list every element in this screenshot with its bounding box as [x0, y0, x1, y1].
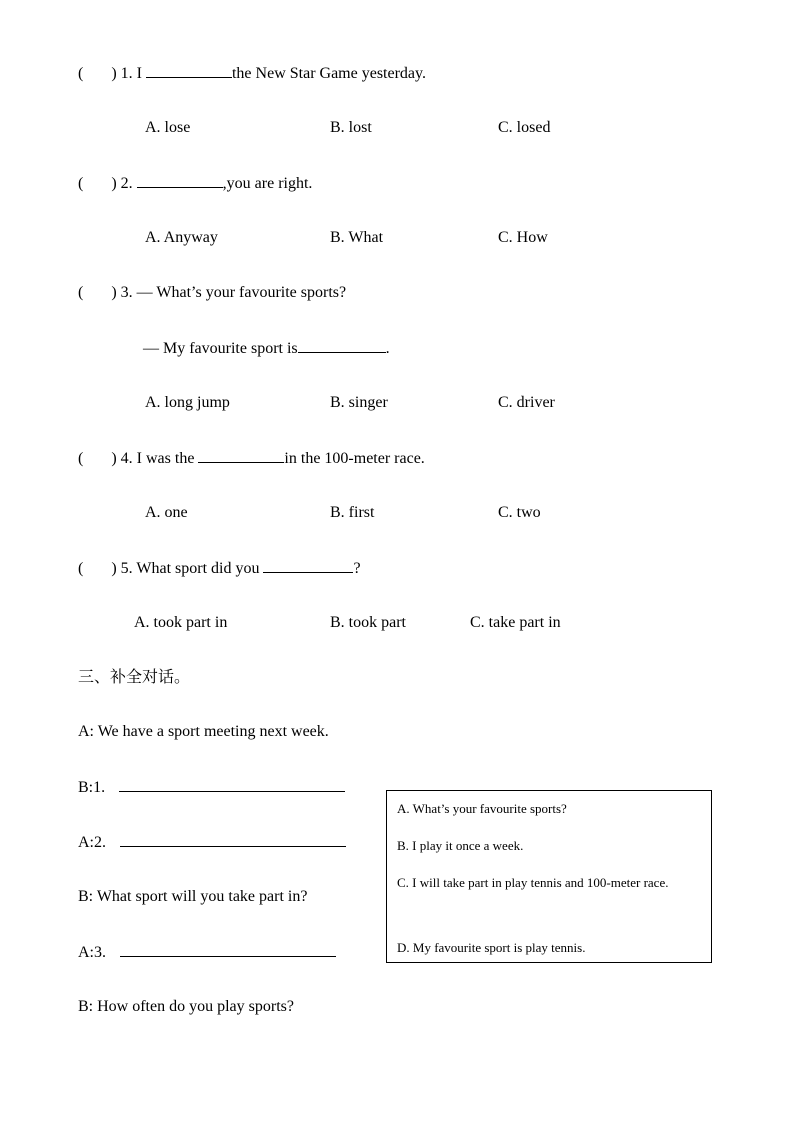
- question-3: [78, 283, 346, 303]
- option-a[interactable]: A. long jump: [145, 394, 230, 411]
- question-2: [78, 173, 312, 194]
- dialog-answer-blank[interactable]: [120, 942, 336, 957]
- question-text-pre: I: [136, 65, 142, 82]
- fill-blank[interactable]: [263, 558, 353, 573]
- option-b[interactable]: B. took part: [330, 614, 406, 631]
- question-number: 1.: [120, 65, 133, 82]
- option-b[interactable]: B. lost: [330, 119, 372, 136]
- option-a[interactable]: A. Anyway: [145, 229, 218, 246]
- question-text-pre: I was the: [136, 450, 195, 467]
- dialog-line-5: [78, 942, 336, 963]
- option-a[interactable]: A. lose: [145, 119, 191, 136]
- question-number: 3.: [120, 284, 133, 301]
- question-text-post: ,you are right.: [222, 175, 313, 192]
- dialog-line-2: [78, 777, 345, 798]
- question-5: [78, 558, 361, 579]
- question-number: 5.: [120, 560, 133, 577]
- question-text-post: in the 100-meter race.: [284, 450, 425, 467]
- question-4: [78, 448, 425, 469]
- answer-paren-close: ): [111, 560, 117, 577]
- question-text-pre: — What’s your favourite sports?: [136, 284, 347, 301]
- option-b[interactable]: B. What: [330, 229, 384, 246]
- dialog-answer-blank[interactable]: [119, 777, 345, 792]
- fill-blank[interactable]: [298, 338, 386, 353]
- box-option-c: C. I will take part in play tennis and 100-meter race.: [397, 875, 669, 890]
- dialog-label: A:3.: [78, 944, 106, 961]
- dialog-line-4: B: What sport will you take part in?: [78, 888, 308, 905]
- dialog-line-1: A: We have a sport meeting next week.: [78, 723, 329, 740]
- fill-blank[interactable]: [198, 448, 284, 463]
- fill-blank[interactable]: [146, 63, 232, 78]
- answer-paren-open: (: [78, 560, 84, 577]
- question-number: 4.: [120, 450, 133, 467]
- answer-paren-open: (: [78, 175, 84, 192]
- option-c[interactable]: C. losed: [498, 119, 551, 136]
- answer-paren-open: (: [78, 284, 84, 301]
- fill-blank[interactable]: [137, 173, 223, 188]
- option-a[interactable]: A. took part in: [134, 614, 228, 631]
- box-option-d: D. My favourite sport is play tennis.: [397, 940, 586, 955]
- section-heading: 三、补全对话。: [78, 667, 191, 686]
- question-3-response: [143, 338, 390, 359]
- box-option-b: B. I play it once a week.: [397, 838, 524, 853]
- option-c[interactable]: C. two: [498, 504, 541, 521]
- answer-options-box: [386, 790, 712, 963]
- option-c[interactable]: C. take part in: [470, 614, 561, 631]
- option-c[interactable]: C. driver: [498, 394, 555, 411]
- option-b[interactable]: B. first: [330, 504, 375, 521]
- dialog-label: A:2.: [78, 834, 106, 851]
- question-text-post: the New Star Game yesterday.: [231, 65, 426, 82]
- response-text-post: .: [385, 340, 390, 357]
- option-b[interactable]: B. singer: [330, 394, 388, 411]
- question-1: [78, 63, 426, 84]
- question-number: 2.: [120, 175, 133, 192]
- question-text-pre: What sport did you: [136, 560, 260, 577]
- dialog-label: B:1.: [78, 779, 106, 796]
- box-option-a: A. What’s your favourite sports?: [397, 801, 567, 816]
- answer-paren-close: ): [111, 65, 117, 82]
- option-a[interactable]: A. one: [145, 504, 188, 521]
- question-text-post: ?: [353, 560, 361, 577]
- dialog-line-3: [78, 832, 346, 853]
- answer-paren-open: (: [78, 65, 84, 82]
- answer-paren-close: ): [111, 175, 117, 192]
- answer-paren-close: ): [111, 450, 117, 467]
- answer-paren-close: ): [111, 284, 117, 301]
- answer-paren-open: (: [78, 450, 84, 467]
- option-c[interactable]: C. How: [498, 229, 548, 246]
- dialog-answer-blank[interactable]: [120, 832, 346, 847]
- dialog-line-6: B: How often do you play sports?: [78, 998, 294, 1015]
- response-text-pre: — My favourite sport is: [143, 340, 298, 357]
